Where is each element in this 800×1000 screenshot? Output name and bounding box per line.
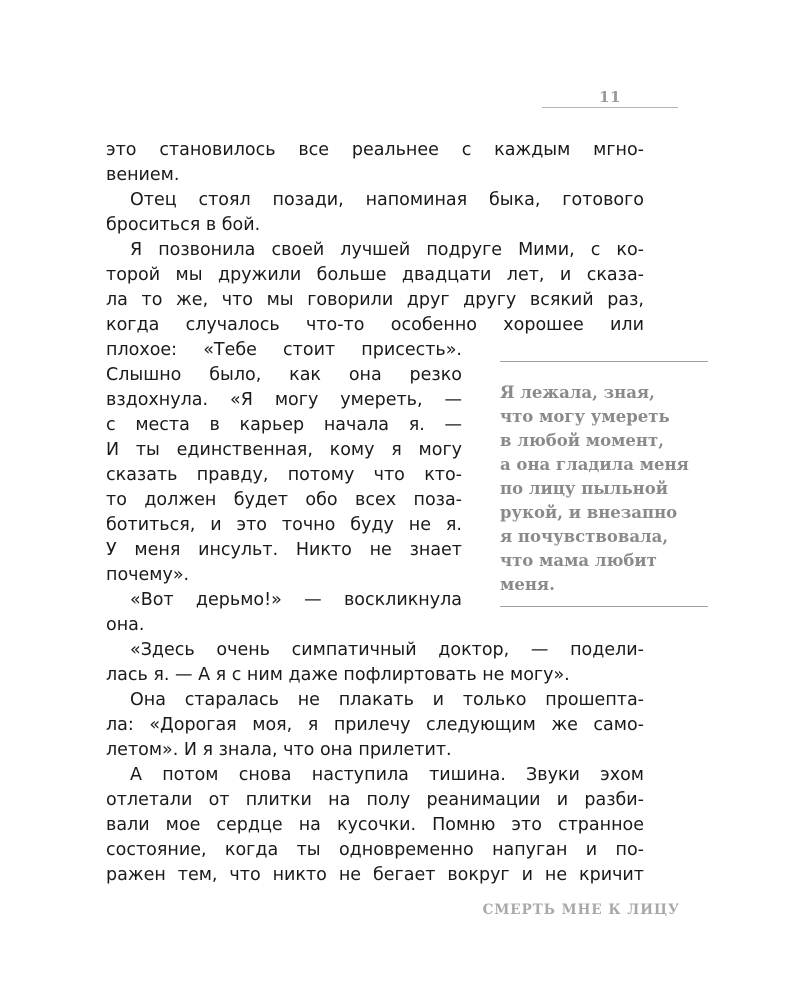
pullquote-top-rule: [500, 361, 708, 362]
pullquote-line: по лицу пыльной: [500, 479, 668, 498]
text-line: ботиться, и это точно буду не я.: [106, 515, 462, 535]
text-line: плохое: «Тебе стоит присесть».: [106, 340, 462, 360]
text-line: лась я. — А я с ним даже пофлиртовать не могу».: [106, 665, 570, 685]
pullquote-line: а она гладила меня: [500, 455, 689, 474]
pullquote-line: меня.: [500, 575, 555, 594]
text-line: вздохнула. «Я могу умереть, —: [106, 390, 462, 410]
text-line: отлетали от плитки на полу реанимации и разби-: [106, 790, 644, 810]
pullquote-line: что мама любит: [500, 551, 657, 570]
text-line: то должен будет обо всех поза-: [106, 490, 462, 510]
text-line: У меня инсульт. Никто не знает: [106, 540, 462, 560]
text-line: «Здесь очень симпатичный доктор, — подели-: [130, 640, 644, 660]
text-line: сказать правду, потому что кто-: [106, 465, 462, 485]
pullquote-line: я почувствовала,: [500, 527, 669, 546]
text-line: она.: [106, 615, 145, 635]
running-title: СМЕРТЬ МНЕ К ЛИЦУ: [482, 902, 680, 918]
text-line: летом». И я знала, что она прилетит.: [106, 740, 452, 760]
text-line: броситься в бой.: [106, 215, 261, 235]
text-line: когда случалось что-то особенно хорошее или: [106, 315, 644, 335]
page-number-rule: [542, 107, 678, 108]
text-line: Слышно было, как она резко: [106, 365, 462, 385]
text-line: ражен тем, что никто не бегает вокруг и не кричит: [106, 865, 644, 885]
pullquote-line: что могу умереть: [500, 407, 670, 426]
pullquote-bottom-rule: [500, 606, 708, 607]
text-line: Отец стоял позади, напоминая быка, готового: [130, 190, 644, 210]
text-line: ла то же, что мы говорили друг другу всякий раз,: [106, 290, 644, 310]
text-line: Она старалась не плакать и только прошепта-: [130, 690, 644, 710]
text-line: это становилось все реальнее с каждым мгно-: [106, 140, 644, 160]
text-line: И ты единственная, кому я могу: [106, 440, 462, 460]
text-line: почему».: [106, 565, 190, 585]
pullquote-line: в любой момент,: [500, 431, 664, 450]
text-line: вением.: [106, 165, 180, 185]
pullquote-line: Я лежала, зная,: [500, 383, 655, 402]
text-line: с места в карьер начала я. —: [106, 415, 462, 435]
text-line: торой мы дружили больше двадцати лет, и сказа-: [106, 265, 644, 285]
pullquote-line: рукой, и внезапно: [500, 503, 678, 522]
text-line: ла: «Дорогая моя, я прилечу следующим же само-: [106, 715, 644, 735]
text-line: А потом снова наступила тишина. Звуки эхом: [130, 765, 644, 785]
text-line: Я позвонила своей лучшей подруге Мими, с ко-: [130, 240, 644, 260]
text-line: «Вот дерьмо!» — воскликнула: [130, 590, 462, 610]
page-number: 11: [599, 88, 621, 106]
text-line: состояние, когда ты одновременно напуган и по-: [106, 840, 644, 860]
text-line: вали мое сердце на кусочки. Помню это странное: [106, 815, 644, 835]
